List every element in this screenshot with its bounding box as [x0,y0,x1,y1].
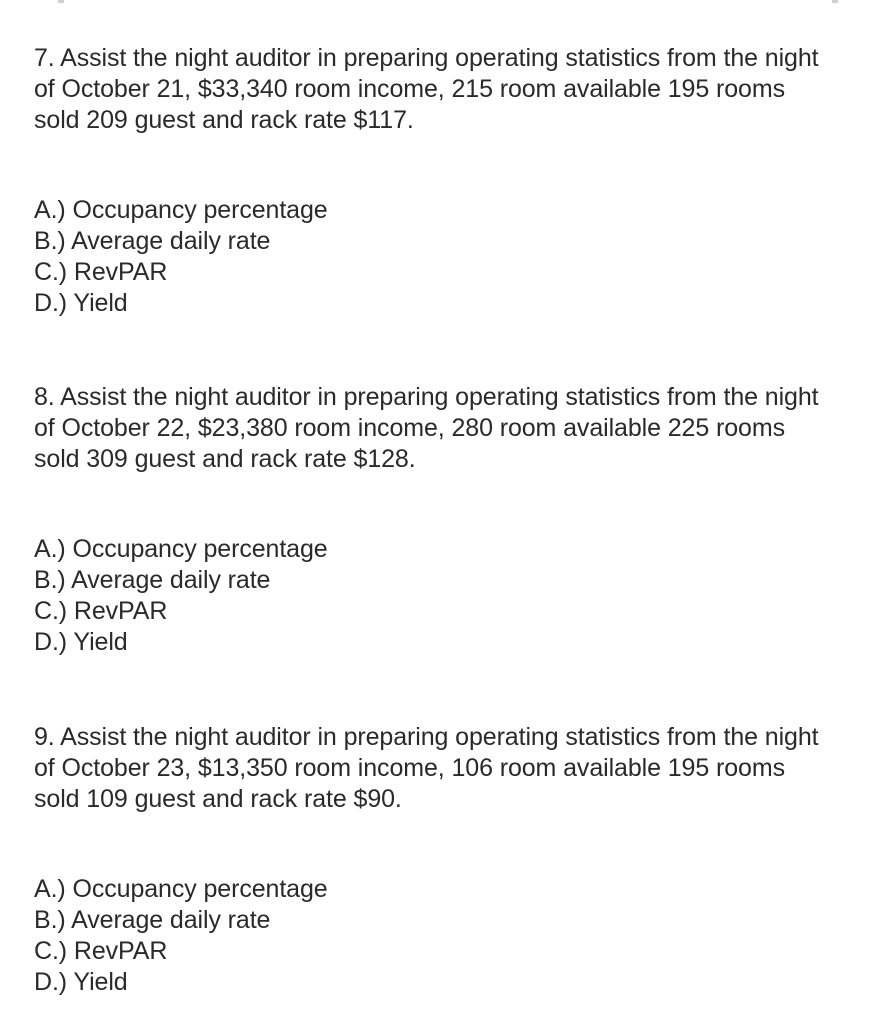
top-edge-mark-right [832,0,838,3]
question-8-text: 8. Assist the night auditor in preparing operating statistics from the night of October 22, $23,380 room income, 280 room available 225 rooms sold 309 guest and rack rate $128. [34,383,819,473]
option-b: B.) Average daily rate [34,906,271,934]
question-7 [34,43,834,317]
option-c: C.) RevPAR [34,597,168,625]
question-7-text: 7. Assist the night auditor in preparing operating statistics from the night of October 21, $33,340 room income, 215 room available 195 rooms sold 209 guest and rack rate $117. [34,44,819,134]
question-9-text: 9. Assist the night auditor in preparing operating statistics from the night of October 23, $13,350 room income, 106 room available 195 rooms sold 109 guest and rack rate $90. [34,723,819,813]
top-edge-mark-left [58,0,64,3]
option-b: B.) Average daily rate [34,566,271,594]
question-9 [34,722,834,996]
option-b: B.) Average daily rate [34,227,271,255]
question-8-options [34,534,328,658]
option-a: A.) Occupancy percentage [34,535,328,563]
question-8 [34,382,834,656]
option-a: A.) Occupancy percentage [34,875,328,903]
question-7-options [34,195,328,319]
option-d: D.) Yield [34,289,128,317]
option-a: A.) Occupancy percentage [34,196,328,224]
option-d: D.) Yield [34,968,128,996]
option-c: C.) RevPAR [34,937,168,965]
option-d: D.) Yield [34,628,128,656]
option-c: C.) RevPAR [34,258,168,286]
question-9-options [34,874,328,998]
